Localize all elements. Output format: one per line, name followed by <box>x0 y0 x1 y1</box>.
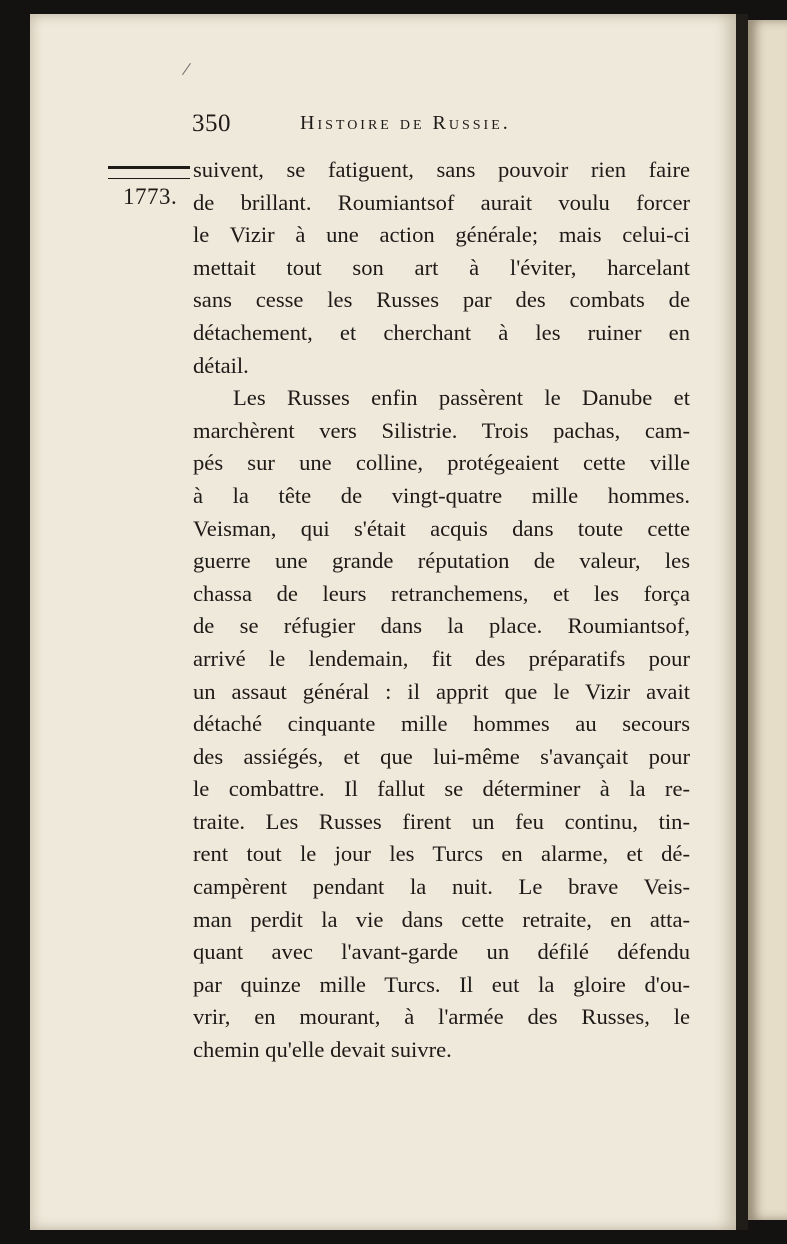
margin-rule <box>108 166 190 179</box>
text-line: le combattre. Il fallut se déterminer à la re- <box>193 776 690 802</box>
text-line: suivent, se fatiguent, sans pouvoir rien faire <box>193 157 690 182</box>
text-line: Veisman, qui s'était acquis dans toute cette <box>193 515 690 541</box>
text-line: arrivé le lendemain, fit des préparatifs pour <box>193 645 690 671</box>
paragraph-start-line: Les Russes enfin passèrent le Danube et <box>233 385 690 411</box>
text-line: détail. <box>193 352 249 378</box>
text-line: à la tête de vingt-quatre mille hommes. <box>193 482 690 508</box>
text-line: man perdit la vie dans cette retraite, en atta- <box>193 906 690 932</box>
text-line: détachement, et cherchant à les ruiner en <box>193 319 690 345</box>
text-line: campèrent pendant la nuit. Le brave Veis- <box>193 874 690 900</box>
text-line: par quinze mille Turcs. Il eut la gloire d'ou- <box>193 971 690 997</box>
book-gutter <box>736 14 748 1230</box>
text-line: détaché cinquante mille hommes au secours <box>193 711 690 737</box>
text-line: pés sur une colline, protégeaient cette ville <box>193 450 690 476</box>
text-line: sans cesse les Russes par des combats de <box>193 287 690 313</box>
text-line: de se réfugier dans la place. Roumiantsof, <box>193 613 690 639</box>
text-line: de brillant. Roumiantsof aurait voulu forcer <box>193 189 690 215</box>
text-line: quant avec l'avant-garde un défilé défendu <box>193 939 690 965</box>
text-line: mettait tout son art à l'éviter, harcelant <box>193 254 690 280</box>
text-line: marchèrent vers Silistrie. Trois pachas, cam- <box>193 417 690 443</box>
text-line: vrir, en mourant, à l'armée des Russes, le <box>193 1004 690 1030</box>
text-line: traite. Les Russes firent un feu continu, tin- <box>193 808 690 834</box>
text-line: rent tout le jour les Turcs en alarme, et dé- <box>193 841 690 867</box>
page-number: 350 <box>192 110 231 137</box>
text-line: le Vizir à une action générale; mais celui-ci <box>193 222 690 248</box>
running-title: Histoire de Russie. <box>300 112 511 134</box>
page-header <box>0 110 787 140</box>
text-line: un assaut général : il apprit que le Vizir avait <box>193 678 690 704</box>
text-line: des assiégés, et que lui-même s'avançait pour <box>193 743 690 769</box>
body-text <box>193 154 690 1067</box>
facing-page-edge <box>748 20 787 1220</box>
text-line: guerre une grande réputation de valeur, les <box>193 548 690 574</box>
margin-year: 1773. <box>123 184 178 209</box>
text-line: chassa de leurs retranchemens, et les força <box>193 580 690 606</box>
text-line: chemin qu'elle devait suivre. <box>193 1037 452 1063</box>
